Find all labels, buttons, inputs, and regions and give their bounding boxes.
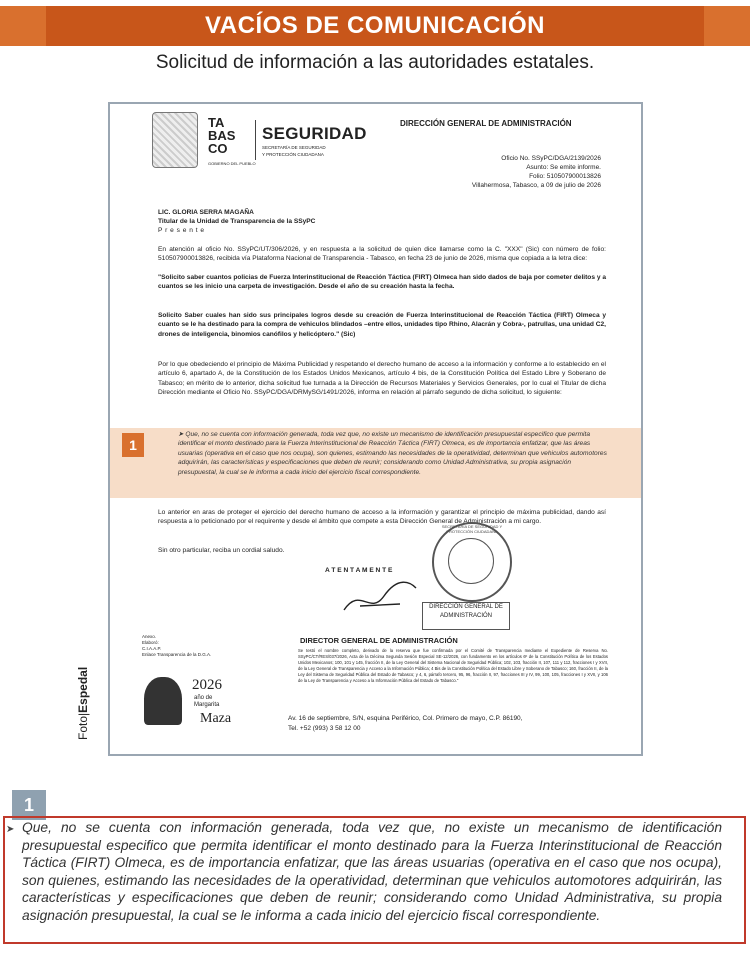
oficio-block — [472, 154, 601, 190]
state-seal-icon — [152, 112, 198, 168]
paragraph-1: En atención al oficio No. SSyPC/UT/306/2026, y en respuesta a la solicitud de quien dice llamarse como la C. "XXX" (Sic) con número de folio: 510507900013826, recibida vía Plataforma Nacional de Transparencia - Tabasco, en fecha 23 de junio de 2026, misma que copiada a la letra dice: — [158, 246, 606, 263]
logo-line: TA — [208, 115, 225, 130]
seguridad-sub1: SECRETARÍA DE SEGURIDAD — [262, 145, 326, 150]
photo-credit — [76, 667, 90, 740]
callout-badge: 1 — [12, 790, 46, 820]
logo-sub2: Margarita — [194, 702, 220, 708]
logo-tagline: GOBIERNO DEL PUEBLO — [208, 161, 256, 166]
asunto: Asunto: Se emite informe. — [526, 164, 601, 171]
portrait-icon — [144, 677, 182, 725]
stamp-text: SECRETARÍA DE SEGURIDAD Y PROTECCIÓN CIUDADANA — [441, 524, 503, 534]
stamp2-line2: ADMINISTRACIÓN — [439, 613, 492, 619]
official-stamp — [432, 522, 512, 602]
official-letter — [108, 102, 643, 756]
logo-divider — [255, 120, 256, 160]
stamp2-line1: DIRECCIÓN GENERAL DE — [429, 604, 503, 610]
direccion-header: DIRECCIÓN GENERAL DE ADMINISTRACIÓN — [400, 119, 572, 128]
logo-sub — [194, 695, 219, 709]
paragraph-3: Por lo que obedeciendo el principio de Máxima Publicidad y respetando el derecho humano de acceso a la información y conforme a lo establecido en el artículo 6, apartado A, de la Constitución de los Estados Unidos Mexicanos, artículo 4 bis, de la Constitución Política del Estado Libre y Soberano de Tabasco; en mérito de lo anterior, dicha solicitud fue turnada a la Dirección de Recursos Materiales y Servicios Generales, por lo cual el Titular de dicha Dirección mediante el Oficio No. SSyPC/DGA/DRMySG/1491/2026, informa en relación al párrafo segundo de dicha solicitud, lo siguiente: — [158, 361, 606, 397]
callout-text: Que, no se cuenta con información generada, toda vez que, no existe un mecanismo de identificación presupuestal especifico que permita identificar el monto destinado para la Fuerza Interinstitucional de Reacción Táctica (FIRT) Olmeca, es de importancia enfatizar, que las áreas usuarias (operativa en el caso que nos ocupa), son quienes, estimando las necesidades de la operatividad, determinan que vehiculos automotores adquirirán, las características y especificaciones que deben de reunir; considerando como Unidad Administrativa, su propia asignación presupuestal, la cual se le informa a cada inicio del ejercicio fiscal correspondiente. — [22, 820, 722, 923]
legal-note: Se testó el nombre completo, derivado de la reserva que fue confirmada por el Comité de Transparencia mediante el Expediente de Reserva No. SSyPC/CT/RES/037/2026, Acta de la Décima Segunda Sesión Especial SE-12/2026, con fundamento en los artículos 6º de la Constitución Política de los Estados Unidos Mexicanos; 100, 101 y 145, fracción II, de la Ley General del Sistema Nacional de Seguridad Pública; 102, 103, fracción II, 107, 111 y 112, fracciones I y XVII, de la Ley General de Transparencia y Acceso a la Información Pública; 4 Bis de la Constitución Política del Estado Libre y Soberano de Tabasco; 160, fracción II, de la Ley del Sistema de Seguridad Pública del Estado de Tabasco; y 4, 6, párrafo tercero, 95, 96, fracción II, 97, fracciones III y IV, 99, 100, 105, fracciones I y XVII, y 106 de la Ley de Transparencia y Acceso a la Información Pública del Estado de Tabasco." — [298, 648, 608, 683]
oficio-number: Oficio No. SSyPC/DGA/2139/2026 — [501, 155, 601, 162]
page-title: VACÍOS DE COMUNICACIÓN — [46, 6, 704, 46]
logo-line: CO — [208, 141, 228, 156]
seguridad-logo — [262, 124, 367, 158]
header-banner — [0, 6, 750, 46]
presente: P r e s e n t e — [158, 227, 205, 234]
despedida: Sin otro particular, reciba un cordial saludo. — [158, 547, 285, 554]
highlighted-paragraph: ➤ Que, no se cuenta con información generada, toda vez que, no existe un mecanismo de identificación presupuestal especifico que permita identificar el monto destinado para la Fuerza Interinstitucional de Reacción Táctica (FIRT) Olmeca, es de importancia enfatizar, que las áreas usuarias (operativa en el caso que nos ocupa), son quienes, estimando las necesidades de la operatividad, determinan que vehiculos automotores adquirirán, las características y especificaciones que deben de reunir; considerando como Unidad Administrativa, su propia asignación presupuestal, la cual se le informa a cada inicio del ejercicio fiscal correspondiente. — [178, 431, 607, 476]
address-block — [288, 714, 522, 734]
seguridad-title: SEGURIDAD — [262, 124, 367, 143]
signature-icon — [340, 576, 420, 618]
credit-prefix: Foto| — [76, 712, 90, 740]
credit-name: Espedal — [76, 666, 90, 713]
postal-address: Av. 16 de septiembre, S/N, esquina Periférico, Col. Primero de mayo, C.P. 86190, — [288, 715, 523, 722]
atentamente: A T E N T A M E N T E — [325, 567, 393, 574]
left-notes — [142, 634, 211, 658]
direccion-stamp — [422, 602, 510, 630]
firma-cargo: DIRECTOR GENERAL DE ADMINISTRACIÓN — [300, 636, 458, 645]
lugar-fecha: Villahermosa, Tabasco, a 09 de julio de 2026 — [471, 182, 601, 189]
note-line: Anexo. — [142, 634, 157, 639]
arrow-bullet-icon: ➤ — [6, 824, 15, 835]
folio: Folio: 510507900013826 — [529, 173, 601, 180]
banner-right-block — [704, 6, 750, 46]
margarita-maza-logo — [140, 659, 250, 729]
note-line: C.I.A.A.P. — [142, 646, 162, 651]
telephone: Tel. +52 (993) 3 58 12 00 — [288, 725, 361, 732]
logo-maza: Maza — [200, 711, 232, 726]
destinatario-cargo: Titular de la Unidad de Transparencia de la SSyPC — [158, 218, 316, 225]
paragraph-2: Solicito Saber cuales han sido sus principales logros desde su creación de Fuerza Interinstitucional de Reacción Táctica (FIRT) Olmeca y cuanto se le ha destinado para la compra de vehiculos blindados –entre ellos, unidades tipo Rhino, Alacrán y Cobra-, patrullas, una unidad C2, drones de inteligencia, binomios canófilos y helicóptero." (Sic) — [158, 312, 606, 338]
tabasco-logo — [208, 116, 256, 170]
note-line: Enlace Transparencia de la D.G.A. — [142, 652, 212, 657]
logo-year: 2026 — [192, 677, 222, 693]
paragraph-4: Lo anterior en aras de proteger el ejercicio del derecho humano de acceso a la información y garantizar el principio de máxima publicidad, dando así respuesta a lo peticionado por el requirente y desde el ámbito que compete a esta Dirección General de Administración a mi cargo. — [158, 509, 606, 526]
destinatario-nombre: LIC. GLORIA SERRA MAGAÑA — [158, 209, 254, 216]
banner-left-block — [0, 6, 46, 46]
page-subtitle: Solicitud de información a las autoridades estatales. — [155, 52, 595, 73]
reference-badge: 1 — [122, 433, 144, 457]
seguridad-sub2: Y PROTECCIÓN CIUDADANA — [262, 152, 324, 157]
logo-line: BAS — [208, 128, 236, 143]
note-line: Elaboró: — [142, 640, 159, 645]
paragraph-1b: "Solicito saber cuantos policias de Fuerza Interinstitucional de Reacción Táctica (FIRT) Olmeca han sido dados de baja por cometer delitos y a cuantos se les inicio una carpeta de investigación. Desde el año de su creación hasta la fecha. — [158, 274, 606, 291]
logo-sub1: año de — [194, 695, 213, 701]
